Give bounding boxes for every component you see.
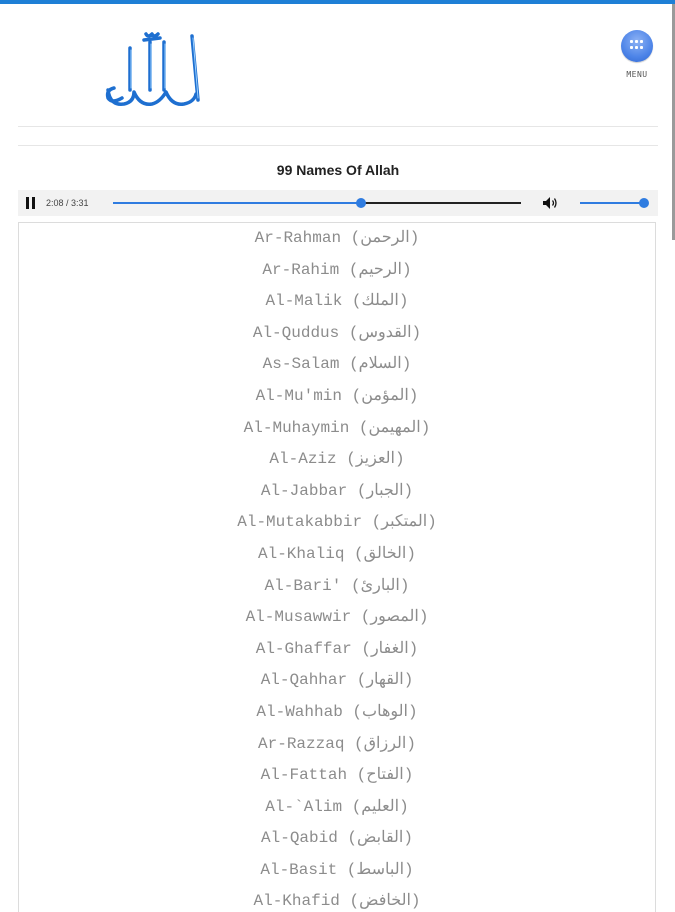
audio-player: [18, 190, 658, 216]
divider: [18, 145, 658, 146]
list-item: Al-`Alim (العليم): [265, 797, 409, 816]
list-item: Al-Khaliq (الخالق): [258, 544, 416, 563]
list-item: Ar-Rahman (الرحمن): [254, 229, 420, 247]
seek-progress: [113, 202, 361, 204]
list-item: Al-Qabid (القابض): [261, 829, 413, 848]
list-item: Al-Wahhab (الوهاب): [256, 702, 418, 721]
list-item: Al-Bari' (البارئ): [264, 576, 410, 595]
list-item: Al-Basit (الباسط): [260, 860, 414, 879]
top-accent-bar: [0, 0, 675, 4]
volume-icon[interactable]: [542, 196, 558, 210]
allah-calligraphy-logo: [100, 28, 212, 112]
list-item: Al-Qahhar (القهار): [260, 671, 414, 690]
grid-menu-icon[interactable]: [621, 30, 653, 62]
volume-handle[interactable]: [639, 198, 649, 208]
time-readout: 2:08 / 3:31: [46, 198, 89, 208]
names-list-container[interactable]: [18, 222, 656, 912]
menu-label: MENU: [626, 70, 648, 79]
list-item: Al-Mu'min (المؤمن): [255, 386, 419, 405]
names-list: [19, 223, 655, 912]
list-item: Al-Fattah (الفتاح): [260, 766, 414, 785]
page-title: 99 Names Of Allah: [276, 162, 400, 178]
list-item: Al-Khafid (الخافض): [253, 892, 421, 911]
divider: [18, 126, 658, 127]
list-item: Al-Mutakabbir (المتكبر): [237, 513, 437, 532]
list-item: Al-Jabbar (الجبار): [260, 481, 414, 500]
list-item: Al-Ghaffar (الغفار): [255, 639, 419, 658]
seek-handle[interactable]: [356, 198, 366, 208]
list-item: Al-Musawwir (المصور): [245, 608, 429, 627]
list-item: Al-Quddus (القدوس): [252, 323, 422, 342]
list-item: Al-Malik (الملك): [265, 292, 409, 311]
pause-icon[interactable]: [26, 197, 36, 209]
list-item: As-Salam (السلام): [262, 355, 412, 374]
list-item: Al-Muhaymin (المهيمن): [243, 418, 431, 437]
menu-button[interactable]: [616, 30, 658, 86]
list-item: Ar-Razzaq (الرزاق): [258, 734, 416, 753]
list-item: Ar-Rahim (الرحيم): [262, 260, 412, 279]
seek-slider[interactable]: [113, 202, 521, 204]
list-item: Al-Aziz (العزيز): [269, 450, 405, 469]
volume-slider[interactable]: [580, 202, 644, 204]
